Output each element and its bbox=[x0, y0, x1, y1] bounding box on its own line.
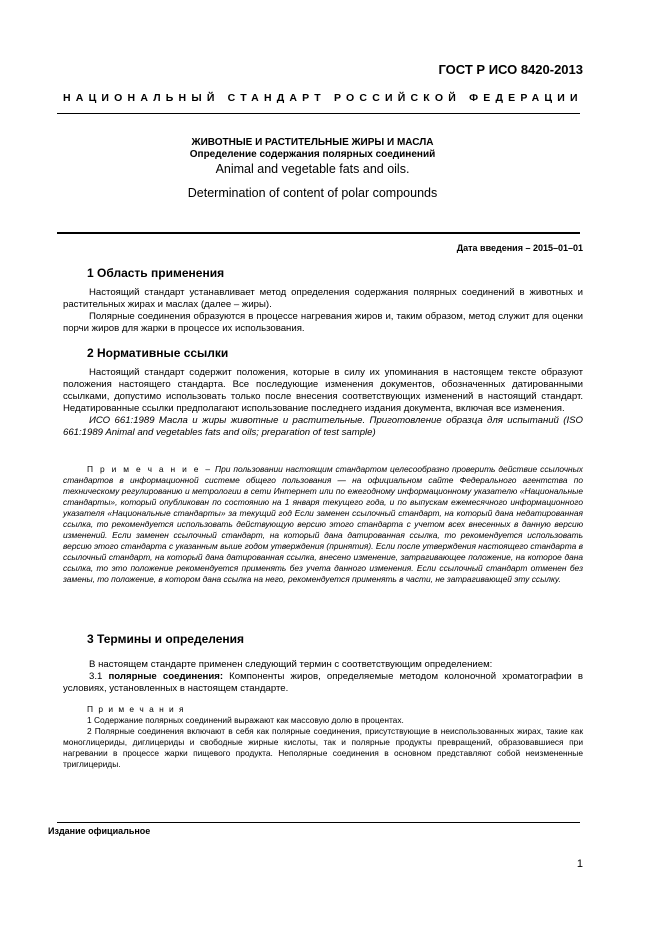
section-2-heading: 2 Нормативные ссылки bbox=[87, 346, 229, 360]
term-definition bbox=[63, 671, 583, 695]
title-block bbox=[57, 136, 568, 201]
note-2: 2 Полярные соединения включают в себя как полярные соединения, присутствующие в неиспользованных жирах, такие как моноглицериды, диглицериды и свободные жирные кислоты, так и полярные продукты превращений, образовавшиеся при нагревании в процессе жарки пищевого продукта. Неполярные соединения в основном представляют собой неизмененные триглицериды. bbox=[63, 726, 583, 769]
term-number: 3.1 bbox=[89, 671, 103, 682]
term-name: полярные соединения: bbox=[108, 671, 224, 682]
section-1-body bbox=[63, 287, 583, 335]
title-ru: ЖИВОТНЫЕ И РАСТИТЕЛЬНЫЕ ЖИРЫ И МАСЛА bbox=[191, 137, 434, 148]
subtitle-ru: Определение содержания полярных соединений bbox=[189, 149, 436, 160]
note-label: П р и м е ч а н и е – bbox=[87, 464, 213, 474]
section-2-note bbox=[63, 464, 583, 585]
section-1-paragraph-1: Настоящий стандарт устанавливает метод определения содержания полярных соединений в животных и растительных жирах и маслах (далее – жиры). bbox=[63, 287, 583, 310]
note-1: 1 Содержание полярных соединений выражают как массовую долю в процентах. bbox=[87, 715, 404, 725]
section-2-body bbox=[63, 367, 583, 439]
section-1-paragraph-2: Полярные соединения образуются в процессе нагревания жиров и, таким образом, метод служит для оценки порчи жиров для жарки в процессе их использования. bbox=[63, 311, 583, 334]
introduction-date: Дата введения – 2015–01–01 bbox=[456, 243, 583, 253]
section-3-paragraph-1: В настоящем стандарте применен следующий термин с соответствующим определением: bbox=[89, 659, 493, 670]
header-divider bbox=[57, 113, 580, 114]
term-text: Компоненты жиров, определяемые методом колоночной хроматографии в условиях, установленных в настоящем стандарте. bbox=[63, 671, 584, 694]
section-2-paragraph-1: Настоящий стандарт содержит положения, которые в силу их упоминания в настоящем тексте образуют положения настоящего стандарта. Все последующие изменения документов, обозначенных датированными ссылками, допустимо использовать только после внесения соответствующих изменений в настоящий стандарт. Недатированные ссылки предполагают использование последнего издания документа, включая все изменения. bbox=[63, 367, 583, 414]
section-1-heading: 1 Область применения bbox=[87, 266, 225, 280]
official-edition-label: Издание официальное bbox=[48, 826, 151, 836]
subtitle-en: Determination of content of polar compounds bbox=[187, 186, 438, 200]
section-3-heading: 3 Термины и определения bbox=[87, 632, 245, 646]
footer-divider bbox=[57, 822, 580, 823]
section-3-notes bbox=[63, 704, 583, 770]
page-number: 1 bbox=[576, 858, 583, 870]
notes-label: П р и м е ч а н и я bbox=[87, 704, 186, 714]
title-en: Animal and vegetable fats and oils. bbox=[215, 162, 410, 176]
title-divider bbox=[57, 232, 580, 234]
standard-number: ГОСТ Р ИСО 8420-2013 bbox=[438, 62, 583, 77]
national-standard-header: НАЦИОНАЛЬНЫЙ СТАНДАРТ РОССИЙСКОЙ ФЕДЕРАЦИИ bbox=[63, 92, 583, 104]
note-text: При пользовании настоящим стандартом целесообразно проверить действие ссылочных стандартов в информационной системе общего пользования — на официальном сайте Федерального агентства по техническому регулированию и метрологии в сети Интернет или по ежегодному информационному указателю «Национальные стандарты», который опубликован по состоянию на 1 января текущего года, и по выпускам ежемесячного информационного указателя «Национальные стандарты» за текущий год Если заменен ссылочный стандарт, на который дана недатированная ссылка, то рекомендуется использовать действующую версию этого стандарта с учетом всех внесенных в данную версию изменений. Если заменен ссылочный стандарт, на который дана датированная ссылка, то рекомендуется использовать версию этого стандарта с указанным выше годом утверждения (принятия). Если после утверждения настоящего стандарта в ссылочный стандарт, на который дана датированная ссылка, внесено изменение, затрагивающее положение, на которое дана ссылка, то это положение рекомендуется применять без учета данного изменения. Если ссылочный стандарт отменен без замены, то положение, в котором дана ссылка на него, рекомендуется применять в части, не затрагивающей эту ссылку. bbox=[63, 464, 583, 584]
section-3-body bbox=[63, 659, 583, 695]
section-2-reference: ИСО 661:1989 Масла и жиры животные и растительные. Приготовление образца для испытаний (ISO 661:1989 Animal and vegetables fats and oils; preparation of test sample) bbox=[63, 415, 583, 438]
